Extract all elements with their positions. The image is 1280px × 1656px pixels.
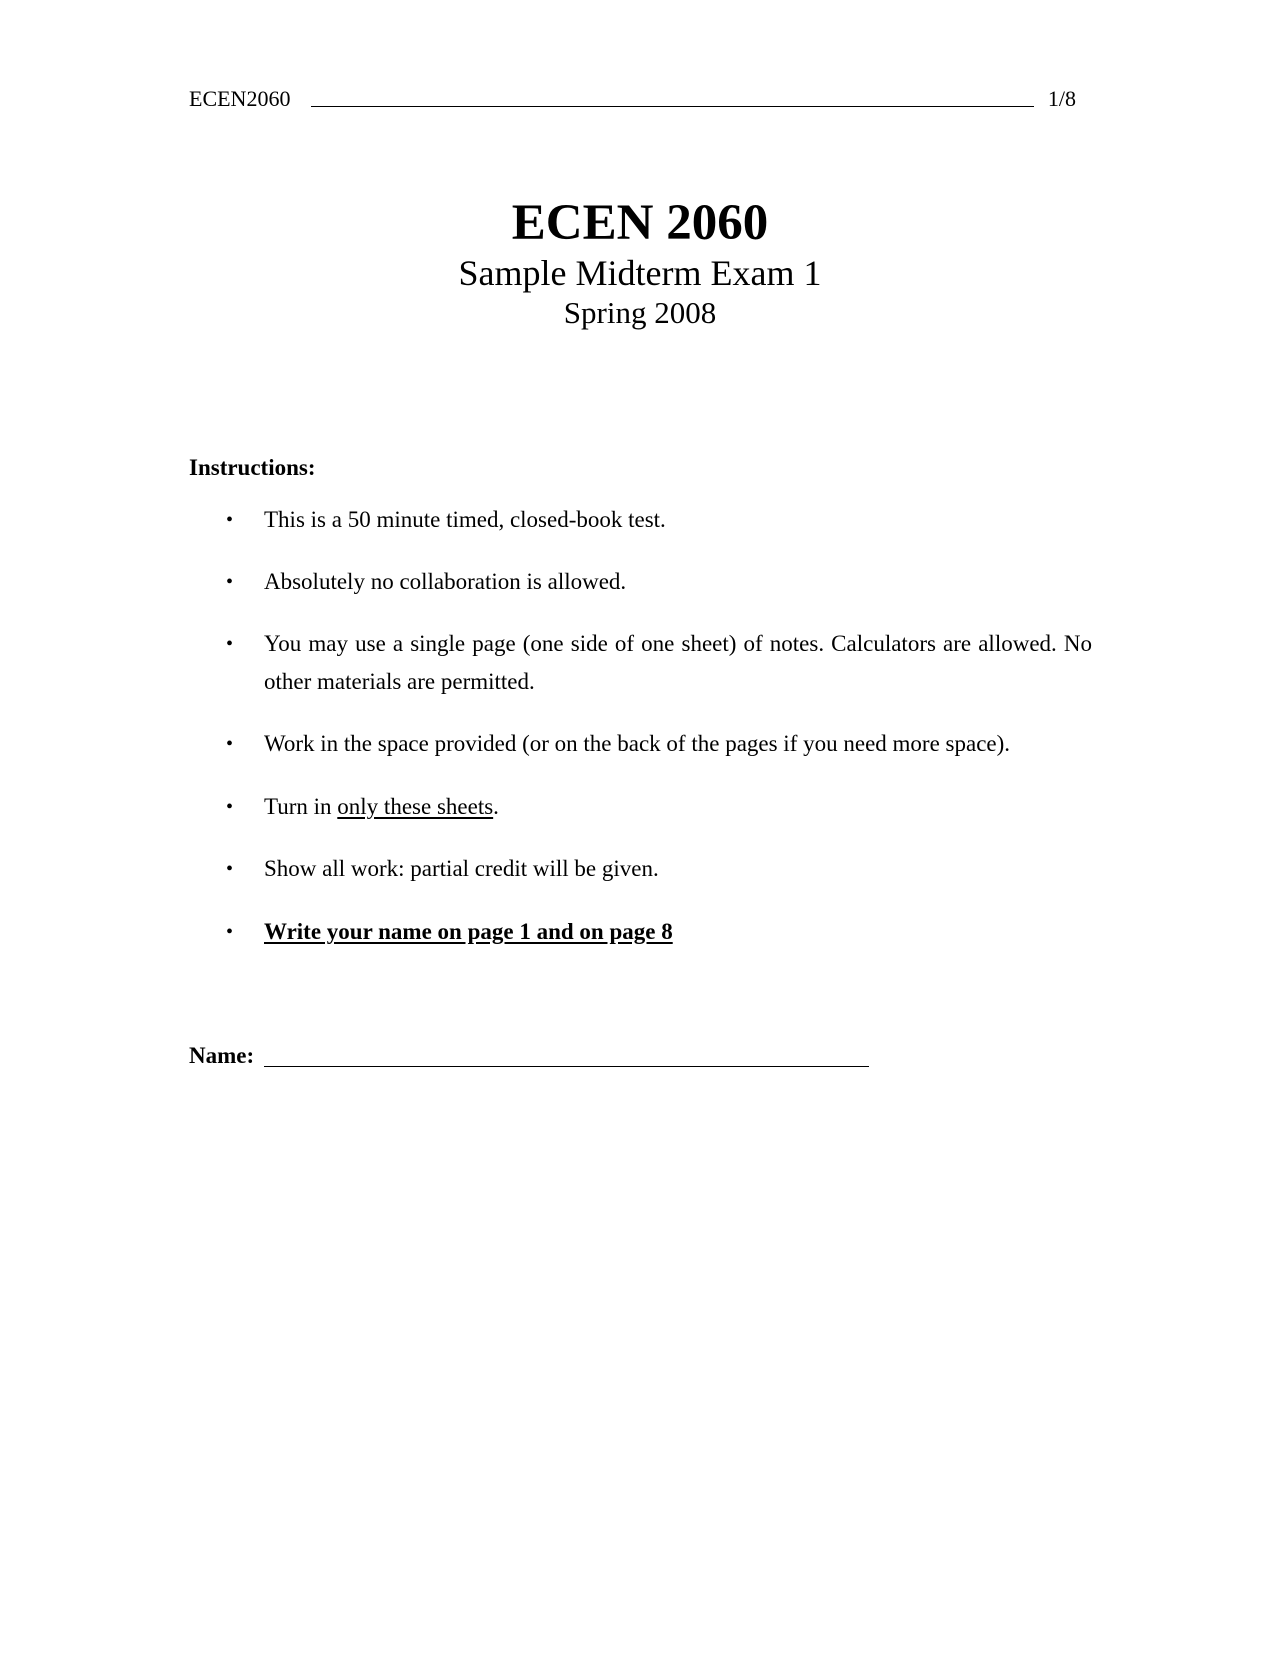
instructions-heading: Instructions: xyxy=(189,455,316,480)
instruction-item: Work in the space provided (or on the back of the pages if you need more space). xyxy=(264,731,1011,756)
bullet-icon: • xyxy=(226,921,234,943)
exam-title: ECEN 2060 xyxy=(511,195,769,251)
name-label: Name: xyxy=(189,1043,255,1068)
bullet-icon: • xyxy=(226,509,234,531)
bullet-icon: • xyxy=(226,733,234,755)
name-blank-line[interactable] xyxy=(264,1066,869,1067)
name-field xyxy=(189,1040,869,1072)
underlined-emphasis: only these sheets xyxy=(337,794,494,819)
instruction-item xyxy=(264,913,1092,951)
bullet-icon: • xyxy=(226,858,234,880)
exam-term: Spring 2008 xyxy=(563,295,717,330)
instruction-item xyxy=(264,788,1092,826)
instruction-item: Absolutely no collaboration is allowed. xyxy=(264,569,627,594)
header-course-code: ECEN2060 xyxy=(189,86,291,111)
instruction-item: Show all work: partial credit will be given. xyxy=(264,856,659,881)
bullet-icon: • xyxy=(226,633,234,655)
header-rule xyxy=(311,106,1034,107)
header-page-number: 1/8 xyxy=(1047,86,1076,111)
exam-subtitle: Sample Midterm Exam 1 xyxy=(458,253,822,293)
instruction-text: . xyxy=(493,794,499,819)
name-reminder: Write your name on page 1 and on page 8 xyxy=(264,919,673,944)
instruction-item: You may use a single page (one side of one sheet) of notes. Calculators are allowed. No other materials are permitted. xyxy=(264,631,1092,694)
instruction-item: This is a 50 minute timed, closed-book test. xyxy=(264,507,666,532)
bullet-icon: • xyxy=(226,796,234,818)
bullet-icon: • xyxy=(226,571,234,593)
running-header xyxy=(189,84,1076,114)
instruction-text: Turn in xyxy=(264,794,338,819)
